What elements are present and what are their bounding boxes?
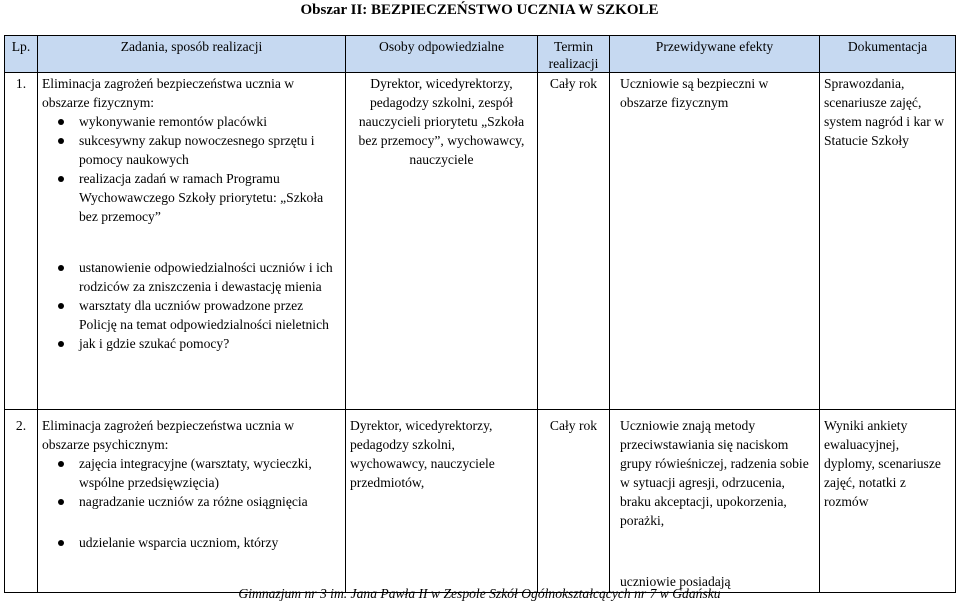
task-bullet-list bbox=[42, 533, 341, 552]
responsible-cell: Dyrektor, wicedyrektorzy, pedagodzy szkolni, wychowawcy, nauczyciele przedmiotów, bbox=[346, 410, 538, 593]
task-bullet-list bbox=[42, 454, 341, 511]
header-termin: Termin realizacji bbox=[538, 36, 610, 73]
list-item: wykonywanie remontów placówki bbox=[79, 112, 341, 131]
list-item: sukcesywny zakup nowoczesnego sprzętu i pomocy naukowych bbox=[79, 131, 341, 169]
responsible-cell: Dyrektor, wicedyrektorzy, pedagodzy szkolni, zespół nauczycieli priorytetu „Szkoła bez przemocy”, wychowawcy, nauczyciele bbox=[346, 73, 538, 410]
list-item: nagradzanie uczniów za różne osiągnięcia bbox=[79, 492, 341, 511]
header-zadania: Zadania, sposób realizacji bbox=[38, 36, 346, 73]
task-intro: Eliminacja zagrożeń bezpieczeństwa ucznia w obszarze fizycznym: bbox=[42, 76, 295, 110]
term-cell: Cały rok bbox=[538, 410, 610, 593]
documentation-cell: Sprawozdania, scenariusze zajęć, system nagród i kar w Statucie Szkoły bbox=[820, 73, 956, 410]
plan-table bbox=[4, 35, 956, 593]
effects-text: Uczniowie znają metody przeciwstawiania się naciskom grupy rówieśniczej, radzenia sobie w sytuacji agresji, odrzucenia, braku akceptacji, upokorzenia, porażki, bbox=[620, 418, 809, 528]
task-cell bbox=[38, 73, 346, 410]
header-row bbox=[5, 36, 956, 73]
header-lp: Lp. bbox=[5, 36, 38, 73]
effects-text: Uczniowie są bezpieczni w obszarze fizycznym bbox=[620, 76, 769, 110]
list-item: realizacja zadań w ramach Programu Wychowawczego Szkoły priorytetu: „Szkoła bez przemocy” bbox=[79, 169, 341, 226]
task-bullet-list bbox=[42, 258, 341, 353]
row-number: 1. bbox=[5, 73, 38, 410]
plan-table-wrapper bbox=[4, 35, 955, 593]
task-intro: Eliminacja zagrożeń bezpieczeństwa ucznia w obszarze psychicznym: bbox=[42, 418, 295, 452]
row-number: 2. bbox=[5, 410, 38, 593]
table-row bbox=[5, 410, 956, 593]
header-dokumentacja: Dokumentacja bbox=[820, 36, 956, 73]
header-efekty: Przewidywane efekty bbox=[610, 36, 820, 73]
list-item: warsztaty dla uczniów prowadzone przez Policję na temat odpowiedzialności nieletnich bbox=[79, 296, 341, 334]
list-item: zajęcia integracyjne (warsztaty, wycieczki, wspólne przedsięwzięcia) bbox=[79, 454, 341, 492]
task-cell bbox=[38, 410, 346, 593]
list-item: udzielanie wsparcia uczniom, którzy bbox=[79, 533, 341, 552]
documentation-cell: Wyniki ankiety ewaluacyjnej, dyplomy, scenariusze zajęć, notatki z rozmów bbox=[820, 410, 956, 593]
term-cell: Cały rok bbox=[538, 73, 610, 410]
page-title: Obszar II: BEZPIECZEŃSTWO UCZNIA W SZKOLE bbox=[300, 2, 659, 18]
page-footer: Gimnazjum nr 3 im. Jana Pawła II w Zespole Szkół Ogólnokształcących nr 7 w Gdańsku bbox=[238, 586, 721, 601]
task-bullet-list bbox=[42, 112, 341, 226]
effects-cell bbox=[610, 410, 820, 593]
list-item: jak i gdzie szukać pomocy? bbox=[79, 334, 341, 353]
table-row bbox=[5, 73, 956, 410]
spacer bbox=[42, 511, 341, 533]
spacer bbox=[620, 530, 815, 572]
effects-text-continued: uczniowie posiadają bbox=[620, 574, 731, 589]
spacer bbox=[42, 226, 341, 258]
effects-cell bbox=[610, 73, 820, 410]
header-osoby: Osoby odpowiedzialne bbox=[346, 36, 538, 73]
list-item: ustanowienie odpowiedzialności uczniów i ich rodziców za zniszczenia i dewastację mienia bbox=[79, 258, 341, 296]
